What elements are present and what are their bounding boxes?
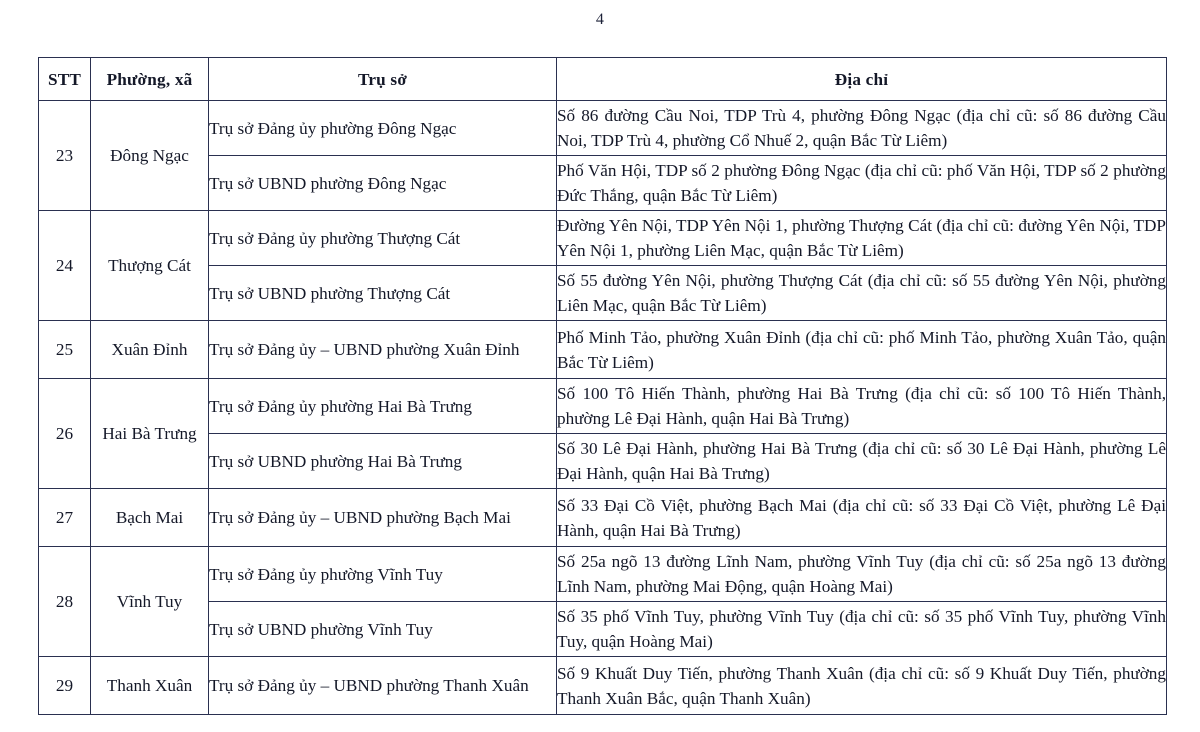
table-header (39, 58, 1167, 101)
cell-address: Số 25a ngõ 13 đường Lĩnh Nam, phường Vĩnh Tuy (địa chỉ cũ: số 25a ngõ 13 đường Lĩnh Nam, phường Mai Động, quận Hoàng Mai) (557, 547, 1167, 602)
table-row (39, 101, 1167, 156)
cell-headquarters: Trụ sở Đảng ủy phường Vĩnh Tuy (209, 547, 557, 602)
table-row (39, 547, 1167, 602)
cell-stt: 25 (39, 321, 91, 379)
cell-ward: Thanh Xuân (91, 657, 209, 715)
table-row (39, 489, 1167, 547)
page-number: 4 (595, 11, 605, 28)
headquarters-table-container (38, 57, 1166, 715)
cell-headquarters: Trụ sở Đảng ủy – UBND phường Bạch Mai (209, 489, 557, 547)
cell-stt: 28 (39, 547, 91, 657)
column-header-ward: Phường, xã (91, 58, 209, 101)
table-row (39, 266, 1167, 321)
cell-address: Số 86 đường Cầu Noi, TDP Trù 4, phường Đông Ngạc (địa chỉ cũ: số 86 đường Cầu Noi, TDP Trù 4, phường Cổ Nhuế 2, quận Bắc Từ Liêm) (557, 101, 1167, 156)
cell-headquarters: Trụ sở Đảng ủy – UBND phường Thanh Xuân (209, 657, 557, 715)
cell-headquarters: Trụ sở Đảng ủy phường Đông Ngạc (209, 101, 557, 156)
table-body (39, 101, 1167, 715)
cell-headquarters: Trụ sở Đảng ủy – UBND phường Xuân Đỉnh (209, 321, 557, 379)
cell-stt: 29 (39, 657, 91, 715)
cell-headquarters: Trụ sở UBND phường Vĩnh Tuy (209, 602, 557, 657)
column-header-address: Địa chỉ (557, 58, 1167, 101)
table-header-row (39, 58, 1167, 101)
cell-address: Số 30 Lê Đại Hành, phường Hai Bà Trưng (địa chỉ cũ: số 30 Lê Đại Hành, phường Lê Đại Hành, quận Hai Bà Trưng) (557, 434, 1167, 489)
table-row (39, 211, 1167, 266)
cell-ward: Hai Bà Trưng (91, 379, 209, 489)
cell-stt: 24 (39, 211, 91, 321)
table-row (39, 156, 1167, 211)
cell-address: Số 33 Đại Cồ Việt, phường Bạch Mai (địa chỉ cũ: số 33 Đại Cồ Việt, phường Lê Đại Hành, quận Hai Bà Trưng) (557, 489, 1167, 547)
cell-ward: Thượng Cát (91, 211, 209, 321)
cell-address: Đường Yên Nội, TDP Yên Nội 1, phường Thượng Cát (địa chỉ cũ: đường Yên Nội, TDP Yên Nội 1, phường Liên Mạc, quận Bắc Từ Liêm) (557, 211, 1167, 266)
cell-stt: 27 (39, 489, 91, 547)
cell-stt: 23 (39, 101, 91, 211)
table-row (39, 434, 1167, 489)
cell-stt: 26 (39, 379, 91, 489)
cell-ward: Xuân Đỉnh (91, 321, 209, 379)
cell-headquarters: Trụ sở UBND phường Hai Bà Trưng (209, 434, 557, 489)
cell-headquarters: Trụ sở Đảng ủy phường Hai Bà Trưng (209, 379, 557, 434)
cell-address: Số 9 Khuất Duy Tiến, phường Thanh Xuân (địa chỉ cũ: số 9 Khuất Duy Tiến, phường Thanh Xuân Bắc, quận Thanh Xuân) (557, 657, 1167, 715)
cell-headquarters: Trụ sở Đảng ủy phường Thượng Cát (209, 211, 557, 266)
cell-ward: Đông Ngạc (91, 101, 209, 211)
table-row (39, 657, 1167, 715)
column-header-stt: STT (39, 58, 91, 101)
table-row (39, 321, 1167, 379)
cell-ward: Bạch Mai (91, 489, 209, 547)
cell-headquarters: Trụ sở UBND phường Thượng Cát (209, 266, 557, 321)
table-row (39, 379, 1167, 434)
table-row (39, 602, 1167, 657)
column-header-headquarters: Trụ sở (209, 58, 557, 101)
cell-address: Số 100 Tô Hiến Thành, phường Hai Bà Trưng (địa chỉ cũ: số 100 Tô Hiến Thành, phường Lê Đại Hành, quận Hai Bà Trưng) (557, 379, 1167, 434)
cell-address: Số 35 phố Vĩnh Tuy, phường Vĩnh Tuy (địa chỉ cũ: số 35 phố Vĩnh Tuy, phường Vĩnh Tuy, quận Hoàng Mai) (557, 602, 1167, 657)
cell-address: Phố Minh Tảo, phường Xuân Đỉnh (địa chỉ cũ: phố Minh Tảo, phường Xuân Tảo, quận Bắc Từ Liêm) (557, 321, 1167, 379)
headquarters-table (38, 57, 1167, 715)
cell-address: Phố Văn Hội, TDP số 2 phường Đông Ngạc (địa chỉ cũ: phố Văn Hội, TDP số 2 phường Đức Thắng, quận Bắc Từ Liêm) (557, 156, 1167, 211)
cell-address: Số 55 đường Yên Nội, phường Thượng Cát (địa chỉ cũ: số 55 đường Yên Nội, phường Liên Mạc, quận Bắc Từ Liêm) (557, 266, 1167, 321)
cell-ward: Vĩnh Tuy (91, 547, 209, 657)
cell-headquarters: Trụ sở UBND phường Đông Ngạc (209, 156, 557, 211)
